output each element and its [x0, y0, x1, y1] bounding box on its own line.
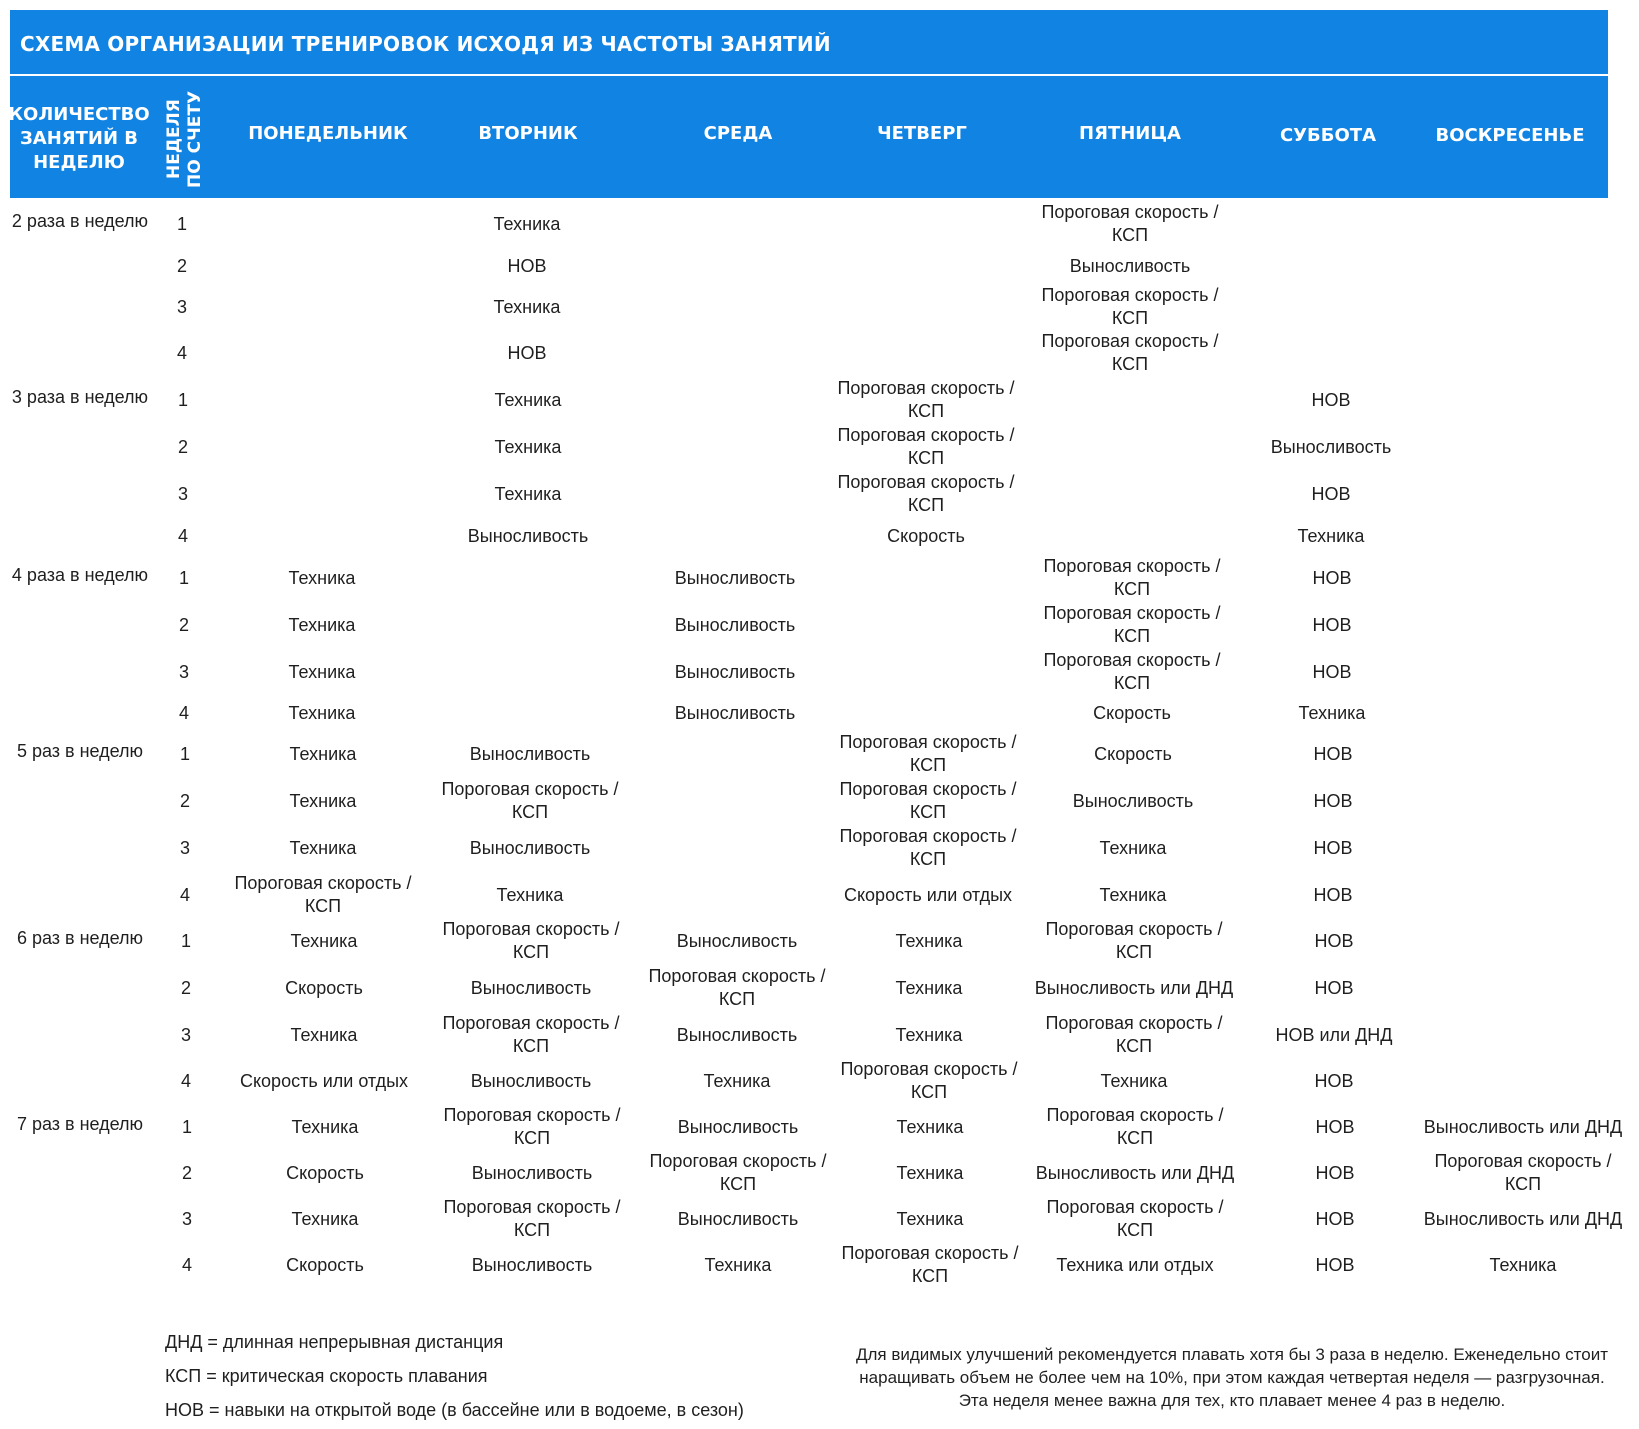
week-number: 3: [178, 662, 189, 682]
schedule-cell: Скорость или отдых: [843, 885, 1013, 905]
recommendation-note: Для видимых улучшений рекомендуется плавать хотя бы 3 раза в неделю. Еженедельно стоит наращивать объем не более чем на 10%, при этом каждая четвертая неделя — разгрузочная. Эта неделя менее важна для тех, кто плавает менее 4 раз в неделю.: [856, 1345, 1608, 1410]
schedule-cell: Техника: [896, 1209, 964, 1229]
schedule-cell: Техника: [1100, 1071, 1168, 1091]
schedule-cell: НОВ: [1312, 615, 1352, 635]
schedule-cell: Пороговая скорость / КСП: [1046, 1105, 1224, 1148]
schedule-cell: НОВ: [507, 343, 547, 363]
week-number: 3: [177, 484, 188, 504]
schedule-cell: Пороговая скорость / КСП: [1041, 202, 1219, 245]
week-number: 3: [180, 1025, 191, 1045]
schedule-cell: НОВ: [1312, 568, 1352, 588]
legend-ksp: КСП = критическая скорость плавания: [165, 1366, 488, 1386]
schedule-cell: Пороговая скорость / КСП: [839, 732, 1017, 775]
schedule-cell: Техника: [1099, 885, 1167, 905]
schedule-cell: НОВ: [1314, 978, 1354, 998]
schedule-cell: Техника: [288, 703, 356, 723]
schedule-cell: Пороговая скорость / КСП: [1043, 556, 1221, 599]
schedule-cell: Пороговая скорость / КСП: [443, 1105, 621, 1148]
week-number: 1: [176, 214, 187, 234]
schedule-cell: Техника: [494, 390, 562, 410]
week-number: 2: [177, 437, 188, 457]
schedule-cell: Техника: [289, 744, 357, 764]
schedule-cell: Выносливость: [676, 931, 798, 951]
schedule-cell: Пороговая скорость / КСП: [1046, 1197, 1224, 1240]
schedule-cell: Техника: [289, 791, 357, 811]
schedule-cell: Пороговая скорость / КСП: [837, 472, 1015, 515]
schedule-cell: Выносливость или ДНД: [1423, 1209, 1623, 1229]
week-number: 4: [176, 343, 187, 363]
schedule-cell: Скорость: [286, 1163, 364, 1183]
schedule-cell: Пороговая скорость / КСП: [837, 378, 1015, 421]
week-number: 4: [178, 703, 189, 723]
schedule-cell: НОВ: [1313, 838, 1353, 858]
schedule-cell: Выносливость: [674, 662, 796, 682]
schedule-cell: Техника: [291, 1117, 359, 1137]
schedule-cell: Выносливость или ДНД: [1034, 978, 1234, 998]
header-count: КОЛИЧЕСТВО ЗАНЯТИЙ В НЕДЕЛЮ: [8, 104, 150, 173]
group-label: 3 раза в неделю: [11, 387, 149, 407]
week-number: 2: [178, 615, 189, 635]
schedule-cell: НОВ: [1311, 390, 1351, 410]
schedule-cell: Техника: [1099, 838, 1167, 858]
schedule-cell: Выносливость: [674, 615, 796, 635]
schedule-cell: НОВ: [1313, 744, 1353, 764]
schedule-cell: Техника: [493, 297, 561, 317]
schedule-cell: Пороговая скорость / КСП: [840, 1059, 1018, 1102]
schedule-cell: Выносливость: [676, 1025, 798, 1045]
schedule-cell: НОВ: [1315, 1209, 1355, 1229]
schedule-cell: НОВ: [1311, 484, 1351, 504]
title-bar: [10, 10, 1608, 74]
schedule-cell: Пороговая скорость / КСП: [441, 779, 619, 822]
schedule-cell: Техника: [290, 1025, 358, 1045]
schedule-cell: Скорость: [1094, 744, 1172, 764]
header-week: НЕДЕЛЯ ПО СЧЕТУ: [164, 90, 205, 188]
header-day-monday: ПОНЕДЕЛЬНИК: [248, 123, 408, 144]
schedule-cell: Пороговая скорость / КСП: [442, 919, 620, 962]
schedule-cell: Пороговая скорость / КСП: [839, 826, 1017, 869]
schedule-cell: Техника: [896, 1163, 964, 1183]
header-day-sunday: ВОСКРЕСЕНЬЕ: [1435, 125, 1585, 146]
schedule-cell: Выносливость: [470, 1071, 592, 1091]
schedule-cell: Выносливость: [469, 744, 591, 764]
schedule-cell: Техника: [895, 1025, 963, 1045]
schedule-cell: Пороговая скорость / КСП: [841, 1243, 1019, 1286]
week-number: 4: [179, 885, 190, 905]
schedule-cell: Техника: [289, 838, 357, 858]
week-number: 1: [180, 931, 191, 951]
week-number: 1: [178, 568, 189, 588]
table-header: [10, 79, 1608, 198]
page-title: СХЕМА ОРГАНИЗАЦИИ ТРЕНИРОВОК ИСХОДЯ ИЗ ЧАСТОТЫ ЗАНЯТИЙ: [20, 32, 831, 56]
week-number: 2: [176, 256, 187, 276]
week-number: 2: [181, 1163, 192, 1183]
schedule-cell: Скорость: [887, 526, 965, 546]
schedule-cell: Выносливость или ДНД: [1035, 1163, 1235, 1183]
week-number: 1: [179, 744, 190, 764]
week-number: 1: [177, 390, 188, 410]
schedule-cell: Техника: [288, 568, 356, 588]
schedule-cell: НОВ: [1315, 1255, 1355, 1275]
schedule-cell: Техника: [288, 662, 356, 682]
schedule-cell: Скорость: [286, 1255, 364, 1275]
schedule-cell: Выносливость: [1069, 256, 1191, 276]
schedule-cell: Техника: [895, 978, 963, 998]
schedule-cell: Выносливость: [471, 1163, 593, 1183]
schedule-cell: Техника: [1298, 703, 1366, 723]
schedule-cell: Техника: [291, 1209, 359, 1229]
schedule-cell: Пороговая скорость / КСП: [648, 966, 826, 1009]
week-number: 3: [181, 1209, 192, 1229]
schedule-cell: НОВ или ДНД: [1275, 1025, 1393, 1045]
schedule-cell: Техника: [896, 1117, 964, 1137]
schedule-cell: Техника: [494, 437, 562, 457]
schedule-cell: Выносливость: [674, 703, 796, 723]
schedule-cell: Техника: [290, 931, 358, 951]
schedule-cell: Пороговая скорость / КСП: [837, 425, 1015, 468]
schedule-cell: Пороговая скорость / КСП: [234, 873, 412, 916]
header-day-thursday: ЧЕТВЕРГ: [877, 123, 967, 144]
schedule-cell: Техника: [494, 484, 562, 504]
week-number: 2: [180, 978, 191, 998]
schedule-cell: Пороговая скорость / КСП: [443, 1197, 621, 1240]
schedule-cell: Техника: [895, 931, 963, 951]
schedule-cell: Техника: [1297, 526, 1365, 546]
schedule-cell: НОВ: [1313, 885, 1353, 905]
schedule-cell: Пороговая скорость / КСП: [442, 1013, 620, 1056]
schedule-cell: Выносливость: [1270, 437, 1392, 457]
schedule-cell: Выносливость: [471, 1255, 593, 1275]
group-label: 4 раза в неделю: [11, 565, 149, 585]
schedule-cell: Пороговая скорость / КСП: [1041, 331, 1219, 374]
week-number: 3: [179, 838, 190, 858]
week-number: 4: [177, 526, 188, 546]
schedule-cell: Техника: [704, 1255, 772, 1275]
schedule-cell: Скорость или отдых: [239, 1071, 409, 1091]
week-number: 4: [181, 1255, 192, 1275]
schedule-cell: Выносливость: [674, 568, 796, 588]
schedule-cell: Выносливость: [470, 978, 592, 998]
schedule-cell: Выносливость: [677, 1209, 799, 1229]
schedule-cell: Выносливость: [677, 1117, 799, 1137]
schedule-cell: Пороговая скорость / КСП: [649, 1151, 827, 1194]
schedule-cell: Пороговая скорость / КСП: [1041, 285, 1219, 328]
schedule-cell: Пороговая скорость / КСП: [839, 779, 1017, 822]
schedule-cell: Выносливость: [1072, 791, 1194, 811]
schedule-cell: Техника: [496, 885, 564, 905]
header-day-friday: ПЯТНИЦА: [1079, 123, 1181, 144]
schedule-cell: Пороговая скорость / КСП: [1045, 919, 1223, 962]
group-label: 6 раз в неделю: [16, 928, 144, 948]
schedule-cell: Выносливость: [467, 526, 589, 546]
group-label: 7 раз в неделю: [16, 1114, 144, 1134]
week-number: 2: [179, 791, 190, 811]
header-day-wednesday: СРЕДА: [703, 123, 773, 144]
legend-nov: НОВ = навыки на открытой воде (в бассейне или в водоеме, в сезон): [165, 1400, 744, 1420]
table-body: [0, 198, 1639, 1288]
schedule-cell: Техника или отдых: [1056, 1255, 1214, 1275]
header-day-saturday: СУББОТА: [1279, 125, 1377, 146]
schedule-cell: Скорость: [1093, 703, 1171, 723]
week-number: 4: [180, 1071, 191, 1091]
schedule-cell: Техника: [703, 1071, 771, 1091]
schedule-cell: НОВ: [1312, 662, 1352, 682]
schedule-cell: Пороговая скорость / КСП: [1043, 603, 1221, 646]
schedule-cell: НОВ: [1314, 1071, 1354, 1091]
schedule-cell: Пороговая скорость / КСП: [1043, 650, 1221, 693]
schedule-cell: Техника: [288, 615, 356, 635]
schedule-cell: Пороговая скорость / КСП: [1045, 1013, 1223, 1056]
schedule-cell: Скорость: [285, 978, 363, 998]
week-number: 1: [181, 1117, 192, 1137]
schedule-cell: НОВ: [1315, 1163, 1355, 1183]
schedule-cell: Техника: [493, 214, 561, 234]
group-label: 5 раз в неделю: [16, 741, 144, 761]
group-label: 2 раза в неделю: [11, 211, 149, 231]
schedule-cell: Пороговая скорость / КСП: [1434, 1151, 1612, 1194]
schedule-cell: НОВ: [1314, 931, 1354, 951]
schedule-cell: НОВ: [507, 256, 547, 276]
legend-dnd: ДНД = длинная непрерывная дистанция: [165, 1332, 504, 1352]
schedule-cell: Выносливость или ДНД: [1423, 1117, 1623, 1137]
week-number: 3: [176, 297, 187, 317]
header-day-tuesday: ВТОРНИК: [478, 123, 578, 144]
schedule-cell: НОВ: [1315, 1117, 1355, 1137]
schedule-cell: Выносливость: [469, 838, 591, 858]
schedule-cell: НОВ: [1313, 791, 1353, 811]
schedule-cell: Техника: [1489, 1255, 1557, 1275]
